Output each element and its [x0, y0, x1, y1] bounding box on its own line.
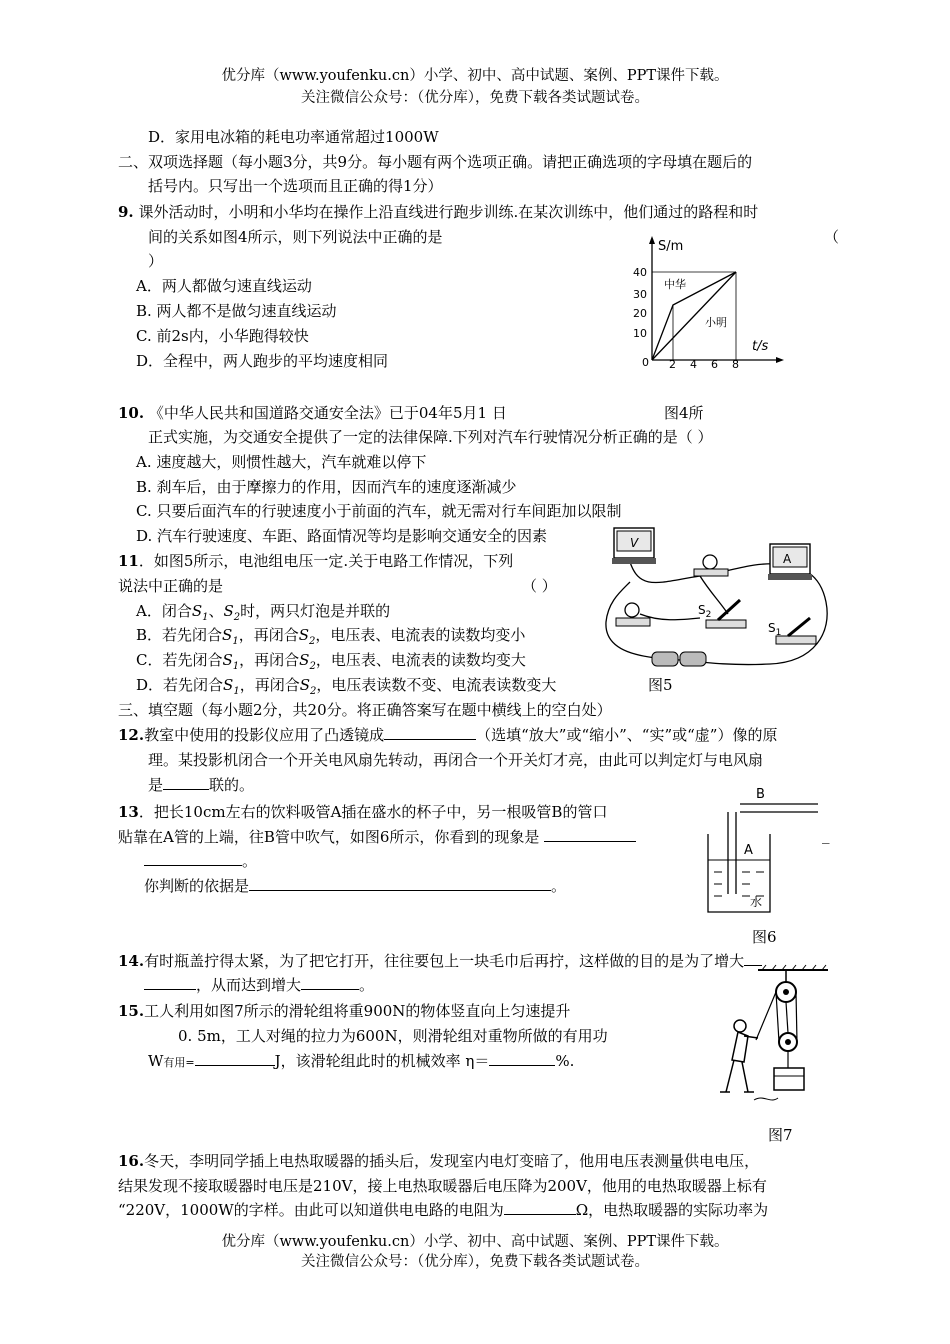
fig6-label-b: B	[756, 787, 765, 802]
q16-number: 16.	[118, 1152, 145, 1170]
footer-line-1: 优分库（www.youfenku.cn）小学、初中、高中试题、案例、PPT课件下载。	[221, 1234, 729, 1250]
figure-5-label: 图5	[648, 676, 673, 694]
q11-a-pre: A．闭合	[136, 602, 192, 620]
figure-7-label: 图7	[768, 1126, 793, 1144]
fig4-origin: 0	[642, 356, 649, 369]
q12-blank-2[interactable]	[163, 775, 209, 790]
q11-stem-line2: 说法中正确的是	[118, 577, 224, 595]
q9-stem-line1	[118, 201, 758, 222]
q10-stem-line1	[118, 402, 507, 423]
q13-stem-line4: 你判断的依据是 。	[144, 877, 567, 895]
fig6-water-hatch	[714, 872, 764, 896]
section2-title-cont: 括号内。只写出一个选项而且正确的得1分）	[148, 177, 443, 195]
fig4-label-zhonghua: 中华	[664, 278, 686, 291]
fig5-s1-label: $S_1$	[768, 621, 782, 638]
q13-stem-line1: 13．把长10cm左右的饮料吸管A插在盛水的杯子中，另一根吸管B的管口	[118, 803, 608, 821]
footer-line-2: 关注微信公众号：（优分库），免费下载各类试题试卷。	[301, 1254, 649, 1270]
q14-blank-2[interactable]	[301, 975, 359, 990]
q13-number: 13	[118, 803, 139, 821]
q10-option-a: A. 速度越大，则惯性越大，汽车就难以停下	[136, 453, 427, 471]
q14-stem-line1: 14.有时瓶盖拧得太紧，为了把它打开，往往要包上一块毛巾后再拧，这样做的目的是为了增大	[118, 950, 762, 971]
q9-option-d: D．全程中，两人跑步的平均速度相同	[136, 352, 389, 370]
fig4-xlabel: t/s	[752, 339, 769, 354]
q11-option-d: D．若先闭合$S_1$，再闭合$S_2$，电压表读数不变、电流表读数变大	[136, 676, 557, 697]
fig4-xtick-6: 6	[711, 358, 718, 371]
q15-blank-2[interactable]	[489, 1051, 555, 1066]
fig4-ytick-40: 40	[633, 266, 647, 279]
q8-option-d: D．家用电冰箱的耗电功率通常超过1000W	[148, 128, 439, 146]
q14-blank-1-cont[interactable]	[144, 975, 196, 990]
switch-s2-icon	[698, 600, 746, 628]
q13-blank-2[interactable]	[249, 876, 551, 891]
q12-blank-1[interactable]	[384, 725, 476, 740]
figure-7-pulley	[708, 964, 834, 1114]
q11-stem1: ．如图5所示，电池组电压一定.关于电路工作情况，下列	[138, 552, 514, 570]
fig4-ytick-20: 20	[633, 307, 647, 320]
q13-stem-line2: 贴靠在A管的上端，往B管中吹气，如图6所示，你看到的现象是	[118, 826, 636, 847]
fig6-label-water: 水	[750, 895, 763, 909]
q9-paren-left: （	[824, 228, 840, 246]
battery-icon	[652, 652, 706, 666]
figure-4-graph	[630, 232, 790, 374]
q12-stem-line3: 是 联的。	[148, 776, 255, 794]
q11-a-post: 时，两只灯泡是并联的	[240, 602, 391, 620]
q12-stem1b: （选填“放大”或“缩小”、“实”或“虚”）像的原	[476, 726, 778, 744]
fig4-xtick-4: 4	[690, 358, 697, 371]
header-line-1: 优分库（www.youfenku.cn）小学、初中、高中试题、案例、PPT课件下载。	[221, 68, 729, 84]
fig4-label-xiaoming: 小明	[705, 316, 727, 329]
q9-stem1: 课外活动时，小明和小华均在操作上沿直线进行跑步训练.在某次训练中，他们通过的路程和时	[138, 203, 759, 221]
q9-stem-line2: 间的关系如图4所示，则下列说法中正确的是	[148, 228, 443, 246]
q11-a-sep: 、	[208, 602, 224, 620]
q10-stem1: 《中华人民共和国道路交通安全法》已于04年5月1 日	[148, 404, 507, 422]
q11-paren: （ ）	[522, 577, 557, 595]
q16-blank-1[interactable]	[504, 1200, 576, 1215]
q13-blank-1-cont[interactable]	[144, 851, 242, 866]
q11-a-s2: $S_2$	[223, 602, 241, 623]
q16-stem-line3: “220V，1000W的字样。由此可以知道供电电路的电阻为 Ω，电热取暖器的实际功率为	[118, 1201, 769, 1219]
q9-paren-right: ）	[148, 252, 164, 270]
q10-option-d: D. 汽车行驶速度、车距、路面情况等均是影响交通安全的因素	[136, 527, 548, 545]
fig7-worker-icon	[720, 1020, 758, 1092]
q11-option-b: B．若先闭合$S_1$，再闭合$S_2$，电压表、电流表的读数均变小	[136, 626, 526, 647]
figure-4-label: 图4所	[664, 404, 704, 422]
q11-option-a	[136, 600, 390, 623]
q9-option-c: C. 前2s内，小华跑得较快	[136, 327, 309, 345]
q13-trailing-dash: _	[822, 826, 830, 844]
figure-6-straws	[700, 782, 830, 918]
q13-stem-line3: 。	[144, 850, 257, 871]
q10-option-b: B. 刹车后，由于摩擦力的作用，因而汽车的速度逐渐减少	[136, 478, 517, 496]
section2-title: 二、双项选择题（每小题3分，共9分。每小题有两个选项正确。请把正确选项的字母填在题后的	[118, 153, 753, 171]
q12-stem1a: 教室中使用的投影仪应用了凸透镜成	[144, 726, 385, 744]
q14-stem-line2: ，从而达到增大 。	[144, 974, 374, 995]
fig4-xtick-8: 8	[732, 358, 739, 371]
q15-stem-line3: W有用= J，该滑轮组此时的机械效率 η＝ %.	[148, 1052, 575, 1070]
fig4-x-arrow	[776, 357, 784, 363]
q11-stem-line1	[118, 550, 513, 571]
svg-text:V: V	[630, 536, 639, 550]
q16-stem-line2: 结果发现不接取暖器时电压是210V，接上电热取暖器后电压降为200V，他用的电热取暖器上标有	[118, 1177, 767, 1195]
q9-option-a: A．两人都做匀速直线运动	[136, 277, 312, 295]
voltmeter-icon	[612, 528, 656, 564]
q9-option-b: B. 两人都不是做匀速直线运动	[136, 302, 337, 320]
q11-number: 11	[118, 552, 139, 570]
svg-text:A: A	[783, 552, 792, 566]
ammeter-icon	[768, 544, 812, 580]
q12-number: 12.	[118, 726, 145, 744]
q12-stem-line2: 理。某投影机闭合一个开关电风扇先转动，再闭合一个开关灯才亮，由此可以判定灯与电风扇	[148, 751, 764, 769]
fig6-label-a: A	[744, 843, 753, 858]
fig5-s2-label: $S_2$	[698, 603, 712, 620]
section3-title: 三、填空题（每小题2分，共20分。将正确答案写在题中横线上的空白处）	[118, 701, 612, 719]
figure-6-label: 图6	[752, 928, 777, 946]
q10-number: 10.	[118, 404, 145, 422]
fig4-ytick-30: 30	[633, 288, 647, 301]
switch-s1-icon	[768, 618, 816, 644]
q14-number: 14.	[118, 952, 145, 970]
q13-blank-1[interactable]	[544, 827, 636, 842]
figure-5-circuit	[600, 522, 836, 672]
q15-w-sub: 有用	[163, 1056, 186, 1069]
q10-stem-line2: 正式实施，为交通安全提供了一定的法律保障.下列对汽车行驶情况分析正确的是（ ）	[148, 428, 713, 446]
lamp-left-icon	[616, 603, 650, 626]
q11-option-c: C．若先闭合$S_1$，再闭合$S_2$，电压表、电流表的读数均变大	[136, 651, 526, 672]
fig4-ylabel: S/m	[658, 239, 684, 254]
q15-stem-line1: 15.工人利用如图7所示的滑轮组将重900N的物体竖直向上匀速提升	[118, 1002, 571, 1020]
q16-stem-line1: 16.冬天，李明同学插上电热取暖器的插头后，发现室内电灯变暗了，他用电压表测量供电电压，	[118, 1152, 760, 1170]
q15-stem-line2: 0. 5m，工人对绳的拉力为600N，则滑轮组对重物所做的有用功	[178, 1027, 608, 1045]
q12-stem-line1	[118, 724, 777, 745]
q11-a-s1: $S_1$	[191, 602, 209, 623]
fig4-y-arrow	[649, 236, 655, 244]
lamp-top-icon	[694, 555, 728, 576]
q10-option-c: C. 只要后面汽车的行驶速度小于前面的汽车，就无需对行车间距加以限制	[136, 502, 622, 520]
q15-number: 15.	[118, 1002, 145, 1020]
fig4-ytick-10: 10	[633, 327, 647, 340]
q15-blank-1[interactable]	[195, 1051, 275, 1066]
header-line-2: 关注微信公众号：（优分库），免费下载各类试题试卷。	[301, 90, 649, 106]
fig4-xtick-2: 2	[669, 358, 676, 371]
q9-number: 9.	[118, 203, 134, 221]
fig7-load	[774, 1068, 804, 1090]
